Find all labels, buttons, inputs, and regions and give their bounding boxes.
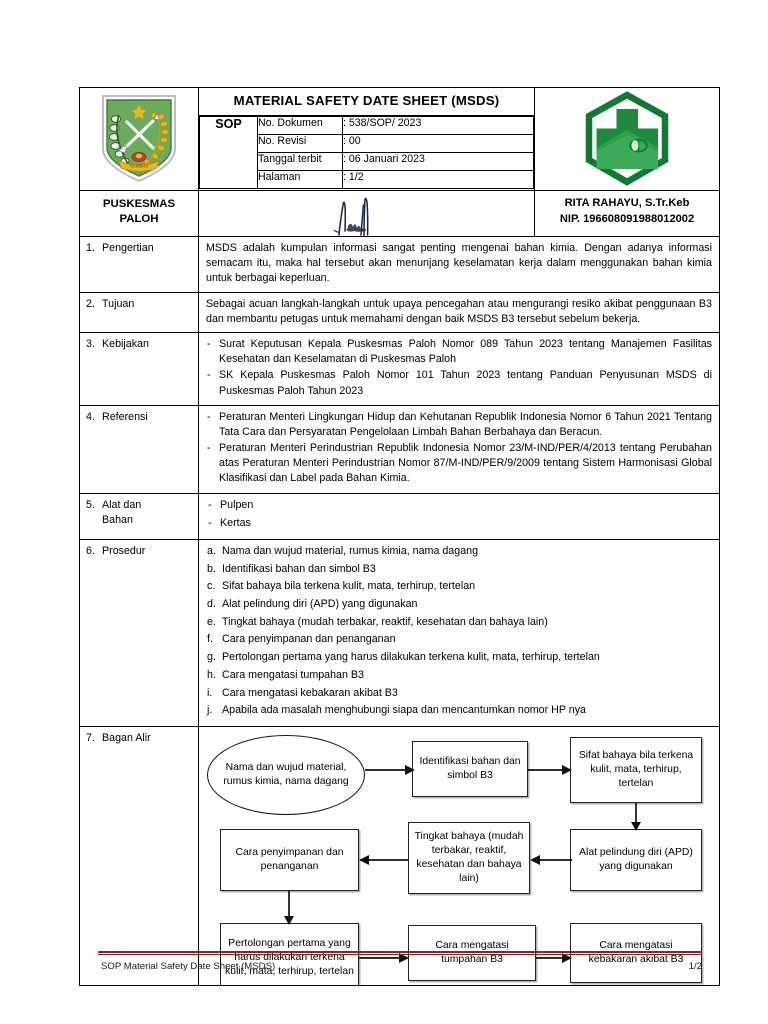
section-body-referensi [199,405,720,493]
sop-field-row-1 [200,116,534,134]
section-number: 1. [86,242,95,254]
item-text: Apabila ada masalah menghubungi siapa dan mencantumkan nomor HP nya [222,704,587,717]
list-item [206,544,712,559]
flow-node-tingkat-bahaya: Tingkat bahaya (mudah terbakar, reaktif, kesehatan dan bahaya lain) [408,822,530,894]
flow-node-start: Nama dan wujud material, rumus kimia, nama dagang [207,735,365,815]
paragraph: MSDS adalah kumpulan informasi sangat penting mengenai bahan kimia. Dengan adanya informasi semacam itu, maka hal tersebut akan menunjang keselamatan kerja dalam menggunakan bahan kimia untuk berbagai keperluan. [206,242,712,285]
item-marker: i. [207,686,213,699]
head-name: RITA RAHAYU, S.Tr.Keb [564,197,690,209]
section-label-text: Prosedur [102,545,146,557]
flow-node-identifikasi: Identifikasi bahan dan simbol B3 [412,741,528,797]
item-marker: j. [207,704,213,717]
section-label-prosedur [80,540,199,727]
flowchart-canvas [199,727,719,985]
document-title-cell [199,88,535,116]
item-text: Sifat bahaya bila terkena kulit, mata, terhirup, tertelan [222,580,476,593]
svg-text:SAMBAS: SAMBAS [129,163,149,169]
section-row-pengertian [80,237,720,293]
section-label-referensi [80,405,199,493]
list-item: - Surat Keputusan Kepala Puskesmas Paloh Nomor 089 Tahun 2023 tentang Manajemen Fasilitas Kesehatan dan Keselamatan di Puskesmas Paloh [206,337,712,367]
flow-arrow-identifikasi-to-sifat [528,763,572,777]
field-value-no-dokumen: : 538/SOP/ 2023 [343,116,534,134]
section-number: 2. [86,297,95,310]
prosedur-list [206,544,712,718]
item-marker: e. [207,615,216,628]
list-item [206,562,712,577]
field-value-tanggal-terbit: : 06 Januari 2023 [343,152,534,170]
kabupaten-sambas-emblem-icon [97,91,181,185]
flow-node-apd: Alat pelindung diri (APD) yang digunakan [570,829,702,891]
field-value-halaman: : 1/2 [343,170,534,188]
flow-arrow-penyimpanan-to-pertolongan [282,891,296,925]
item-text: Cara penyimpanan dan penanganan [222,633,396,646]
right-logo-cell [535,88,720,191]
flow-node-tumpahan: Cara mengatasi tumpahan B3 [408,925,536,981]
list-item: - SK Kepala Puskesmas Paloh Nomor 101 Tahun 2023 tentang Panduan Penyusunan MSDS di Puskesmas Paloh Tahun 2023 [206,368,712,398]
section-row-alat-dan-bahan [80,493,720,539]
flow-arrow-tingkat-to-penyimpanan [359,853,409,867]
section-row-prosedur [80,540,720,727]
section-label-text: Kebijakan [102,337,149,350]
section-body-alat-dan-bahan [199,493,720,539]
signature-cell [199,191,535,237]
section-body-tujuan [199,292,720,332]
field-key-no-revisi: No. Revisi [258,134,343,152]
handwritten-signature-mark [331,193,403,237]
field-key-halaman: Halaman [258,170,343,188]
section-row-kebijakan [80,332,720,405]
puskesmas-hexagon-cross-icon [575,90,679,188]
sop-label: SOP [200,116,258,188]
item-text: Cara mengatasi tumpahan B3 [222,668,364,681]
section-label-text: Bagan Alir [102,731,151,744]
list-item [206,615,712,630]
facility-name-line2: PALOH [119,213,159,226]
section-number: 3. [86,337,95,350]
list-item: - Peraturan Menteri Perindustrian Republik Indonesia Nomor 23/M-IND/PER/4/2013 tentang Perubahan atas Peraturan Menteri Perindustrian Nomor 87/M-IND/PER/9/2009 tentang Sistem Harmonisasi Global Klasifikasi dan Label pada Bahan Kimia. [206,441,712,487]
alat-bahan-list [206,498,712,531]
section-number: 5. [86,498,95,511]
footer-divider [98,951,702,955]
item-text: Identifikasi bahan dan simbol B3 [222,562,376,575]
item-marker: b. [207,562,216,575]
flow-node-pertolongan-pertama: Pertolongan pertama yang harus dilakukan terkena kulit, mata, terhirup, tertelan [220,923,359,986]
section-label-text: Referensi [102,410,148,423]
sop-inner-table [199,116,534,189]
item-text: Nama dan wujud material, rumus kimia, nama dagang [222,545,479,557]
paragraph: Sebagai acuan langkah-langkah untuk upaya pencegahan atau mengurangi resiko akibat penggunaan B3 dan membantu petugas untuk memahami dengan baik MSDS B3 tersebut sebelum bekerja. [206,297,712,325]
item-text: Cara mengatasi kebakaran akibat B3 [222,686,398,699]
footer-document-title: SOP Material Safety Date Sheet (MSDS) [101,961,276,972]
flow-arrow-start-to-identifikasi [365,763,415,777]
item-text: Alat pelindung diri (APD) yang digunakan [222,598,418,611]
head-signatory-cell [535,191,720,237]
field-key-tanggal-terbit: Tanggal terbit [258,152,343,170]
kebijakan-list [206,337,712,399]
section-label-kebijakan [80,332,199,405]
footer-page-number: 1/2 [688,961,702,972]
section-label-text: Alat dan [102,498,142,511]
list-item [206,632,712,647]
list-item: - Kertas [206,516,712,531]
section-label-text: Pengertian [102,242,154,254]
section-body-pengertian [199,237,720,293]
item-marker: g. [207,651,216,664]
section-label-pengertian [80,237,199,293]
item-text: Pertolongan pertama yang harus dilakukan terkena kulit, mata, terhirup, tertelan [222,651,600,664]
authorization-row [80,191,720,237]
section-label-text-2: Bahan [102,513,133,526]
header-row [80,88,720,116]
section-number: 6. [86,545,95,557]
list-item: - Peraturan Menteri Lingkungan Hidup dan Kehutanan Republik Indonesia Nomor 6 Tahun 2021 Tentang Tata Cara dan Persyaratan Pengelolaan Limbah Bahan Berbahaya dan Beracun. [206,410,712,440]
list-item [206,668,712,683]
left-logo-cell [80,88,199,191]
flow-arrow-apd-to-tingkat [530,853,572,867]
referensi-list [206,410,712,487]
sop-fields-cell [199,115,535,190]
section-label-alat-dan-bahan [80,493,199,539]
sop-document-table [79,87,720,986]
item-marker: h. [207,668,216,681]
section-body-prosedur [199,540,720,727]
item-marker: a. [207,545,216,557]
section-number: 7. [86,731,95,744]
facility-name-line1: PUSKESMAS [102,198,176,210]
facility-name-cell [80,191,199,237]
item-marker: c. [207,580,216,593]
flow-node-kebakaran: Cara mengatasi kebakaran akibat B3 [570,923,702,983]
section-number: 4. [86,410,95,423]
section-row-tujuan [80,292,720,332]
field-value-no-revisi: : 00 [343,134,534,152]
page-title: MATERIAL SAFETY DATE SHEET (MSDS) [233,93,500,108]
section-label-bagan-alir [80,726,199,985]
section-row-bagan-alir [80,726,720,985]
list-item: - Pulpen [206,498,712,513]
list-item [206,703,712,718]
list-item [206,650,712,665]
section-label-tujuan [80,292,199,332]
flow-node-sifat-bahaya: Sifat bahaya bila terkena kulit, mata, terhirup, tertelan [570,737,702,803]
list-item [206,686,712,701]
section-body-kebijakan [199,332,720,405]
list-item [206,597,712,612]
flow-node-penyimpanan: Cara penyimpanan dan penanganan [220,829,359,891]
head-nip: NIP. 196608091988012002 [559,213,695,226]
section-label-text: Tujuan [102,297,135,310]
section-row-referensi [80,405,720,493]
flowchart-cell [199,726,720,985]
item-text: Tingkat bahaya (mudah terbakar, reaktif, kesehatan dan bahaya lain) [222,615,548,628]
item-marker: d. [207,598,216,611]
flow-arrow-sifat-to-apd [629,803,643,831]
list-item [206,579,712,594]
footer [101,961,702,972]
item-marker: f. [207,633,213,646]
field-key-no-dokumen: No. Dokumen [258,116,343,134]
